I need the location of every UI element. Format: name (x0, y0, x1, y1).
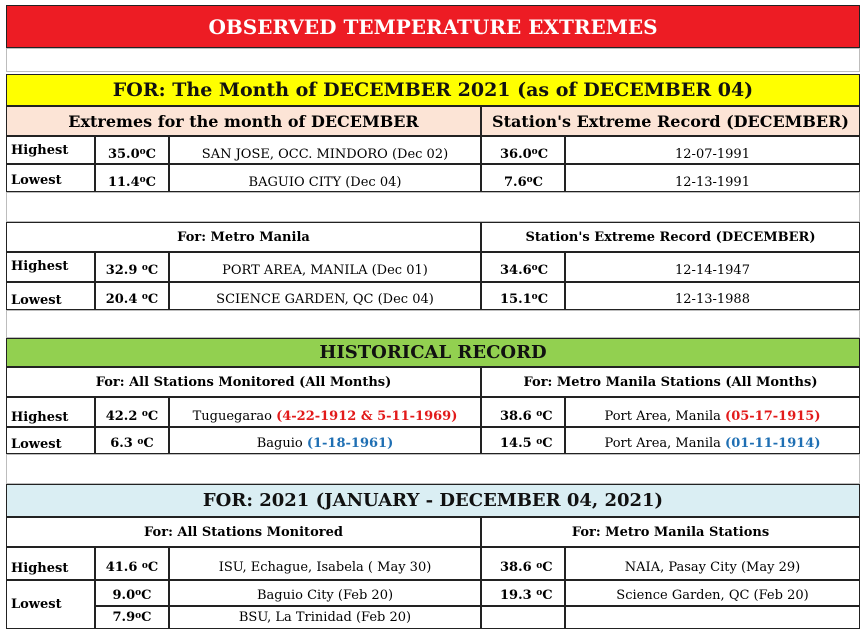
station-name: BSU, La Trinidad (Feb 20) (169, 606, 481, 629)
row-label: Lowest (6, 427, 95, 454)
historical-left-header: For: All Stations Monitored (All Months) (6, 367, 481, 397)
blank-row (6, 310, 860, 338)
record-temperature: 15.1 $^o$ C (481, 282, 565, 310)
section1-right-header: Station's Extreme Record (DECEMBER) (481, 106, 860, 136)
record-date-red: (05-17-1915) (725, 408, 821, 424)
section1-left-header: Extremes for the month of DECEMBER (6, 106, 481, 136)
row-label: Highest (6, 136, 95, 164)
record-temperature: 34.6 $^o$ C (481, 252, 565, 282)
record-date: 12-14-1947 (565, 252, 860, 282)
metro-manila-station: Science Garden, QC (Feb 20) (565, 580, 860, 606)
row-label: Highest (6, 252, 95, 282)
row-label: Highest (6, 547, 95, 580)
blank-row (6, 192, 860, 222)
station-name: Baguio (1-18-1961) (169, 427, 481, 454)
temperature-value: 9.0 $^o$ C (95, 580, 169, 606)
metro-manila-temperature: 38.6 $^o$ C (481, 547, 565, 580)
record-date: 12-13-1988 (565, 282, 860, 310)
empty-cell (481, 606, 565, 629)
historical-right-header: For: Metro Manila Stations (All Months) (481, 367, 860, 397)
station-name: Tuguegarao (4-22-1912 & 5-11-1969) (169, 397, 481, 427)
month-header: FOR: The Month of DECEMBER 2021 (as of DECEMBER 04) (6, 74, 860, 106)
record-date-red: (4-22-1912 & 5-11-1969) (276, 408, 458, 424)
record-date-blue: (1-18-1961) (306, 436, 394, 451)
metro-manila-station: Port Area, Manila (01-11-1914) (565, 427, 860, 454)
record-temperature: 7.6 $^o$ C (481, 164, 565, 192)
temperature-value: 35.0 $^o$ C (95, 136, 169, 164)
metro-manila-station: Port Area, Manila (05-17-1915) (565, 397, 860, 427)
temperature-value: 7.9 $^o$ C (95, 606, 169, 629)
record-date-blue: (01-11-1914) (725, 436, 821, 451)
temperature-value: 42.2 $^o$ C (95, 397, 169, 427)
station-name: ISU, Echague, Isabela ( May 30) (169, 547, 481, 580)
section2-right-header: Station's Extreme Record (DECEMBER) (481, 222, 860, 252)
year-title: FOR: 2021 (JANUARY - DECEMBER 04, 2021) (6, 484, 860, 517)
blank-row (6, 48, 860, 72)
record-date: 12-13-1991 (565, 164, 860, 192)
row-label: Highest (6, 397, 95, 427)
empty-cell (565, 606, 860, 629)
metro-manila-temperature: 19.3 $^o$ C (481, 580, 565, 606)
record-temperature: 36.0 $^o$ C (481, 136, 565, 164)
metro-manila-temperature: 14.5 $^o$ C (481, 427, 565, 454)
station-name: SAN JOSE, OCC. MINDORO (Dec 02) (169, 136, 481, 164)
temperature-value: 11.4 $^o$ C (95, 164, 169, 192)
temperature-value: 32.9 $^o$ C (95, 252, 169, 282)
year-left-header: For: All Stations Monitored (6, 517, 481, 547)
temperature-value: 6.3 $^o$ C (95, 427, 169, 454)
temperature-value: 41.6 $^o$ C (95, 547, 169, 580)
metro-manila-temperature: 38.6 $^o$ C (481, 397, 565, 427)
station-name: Baguio City (Feb 20) (169, 580, 481, 606)
record-date: 12-07-1991 (565, 136, 860, 164)
station-name: SCIENCE GARDEN, QC (Dec 04) (169, 282, 481, 310)
station-name: PORT AREA, MANILA (Dec 01) (169, 252, 481, 282)
temperature-value: 20.4 $^o$ C (95, 282, 169, 310)
historical-title: HISTORICAL RECORD (6, 338, 860, 367)
row-label: Lowest (6, 580, 95, 629)
section2-left-header: For: Metro Manila (6, 222, 481, 252)
row-label: Lowest (6, 164, 95, 192)
row-label: Lowest (6, 282, 95, 310)
page-title: OBSERVED TEMPERATURE EXTREMES (6, 5, 860, 48)
station-name: BAGUIO CITY (Dec 04) (169, 164, 481, 192)
year-right-header: For: Metro Manila Stations (481, 517, 860, 547)
blank-row (6, 454, 860, 484)
metro-manila-station: NAIA, Pasay City (May 29) (565, 547, 860, 580)
